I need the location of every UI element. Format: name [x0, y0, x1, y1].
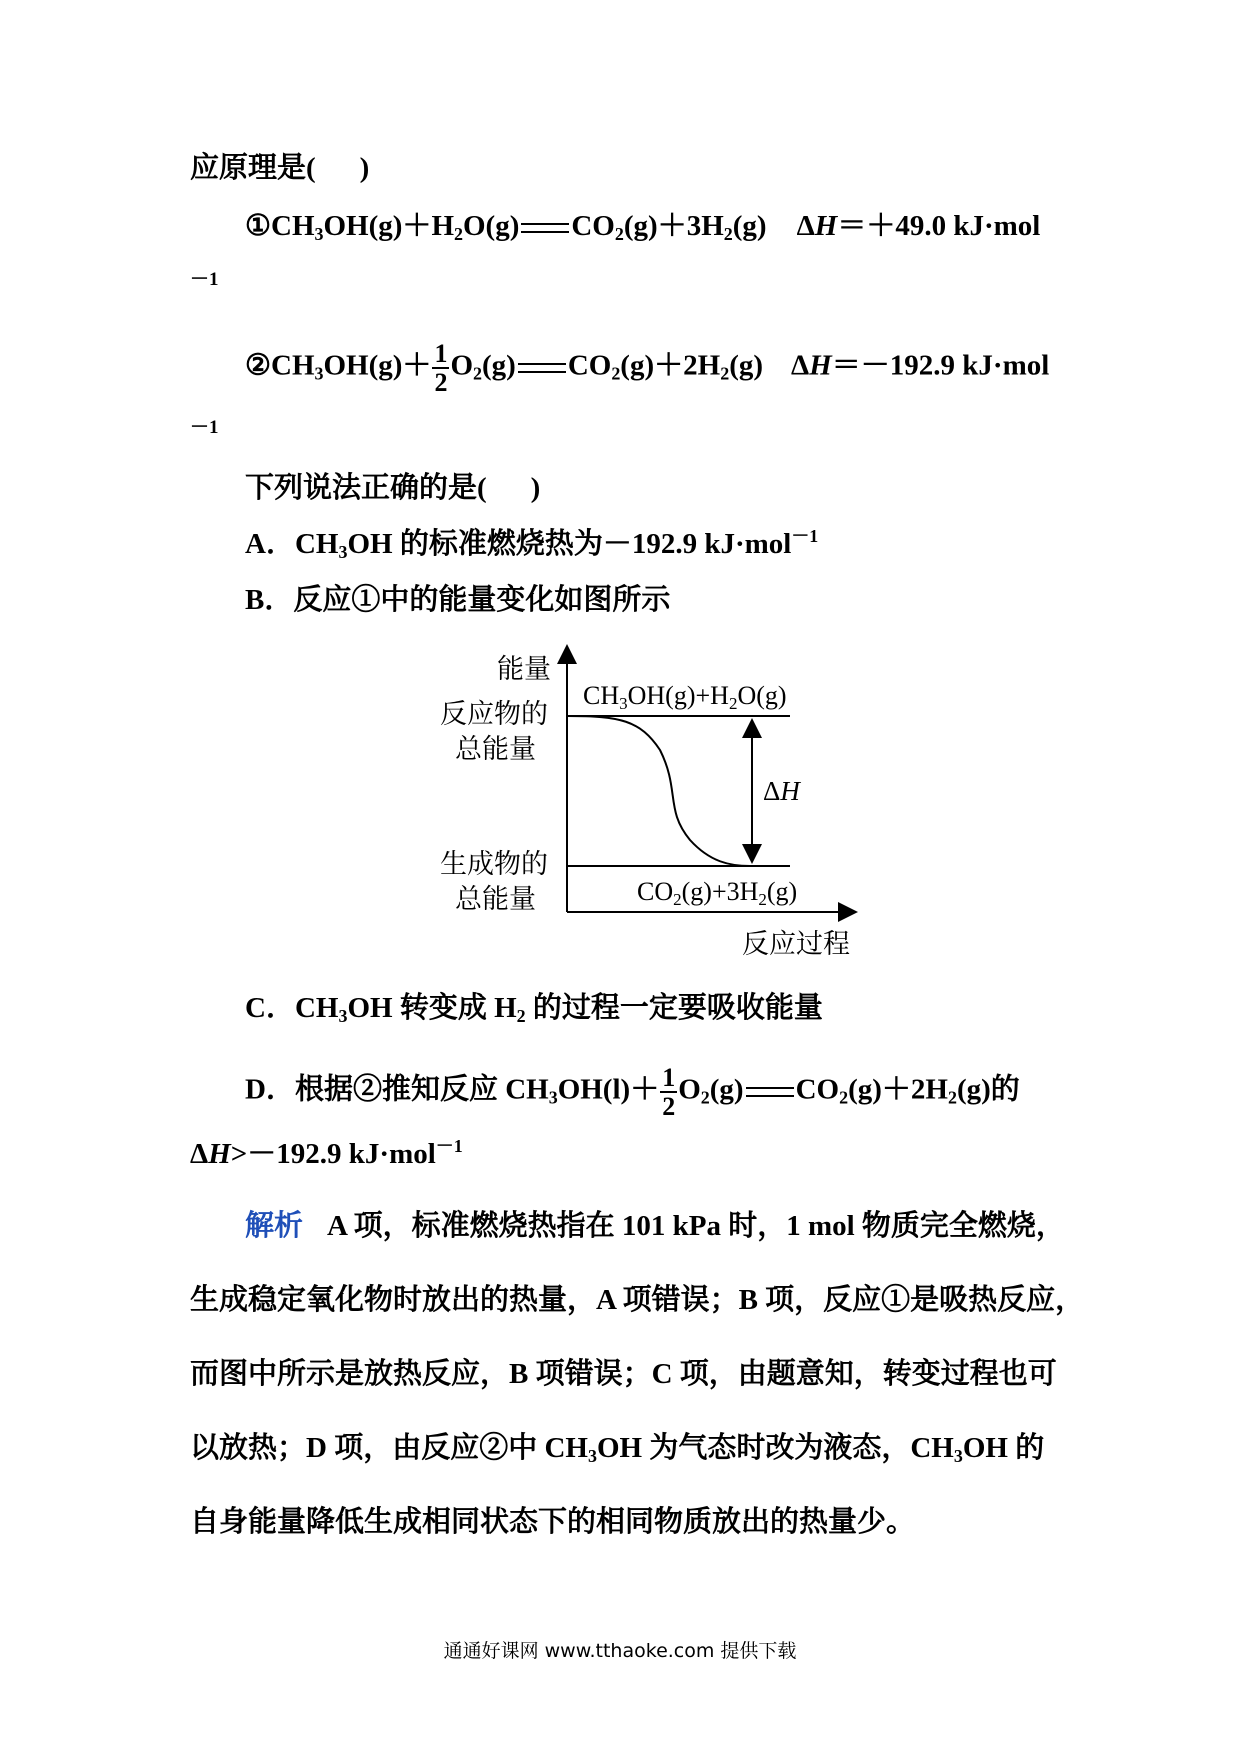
footer-credit: 通通好课网 www.tthaoke.com 提供下载 [443, 1640, 797, 1662]
option-a: A．CH3OH 的标准燃烧热为－192.9 kJ·mol$^{-1}$ [245, 525, 819, 563]
delta-h-label: ΔH [763, 776, 800, 806]
equals-sign [521, 223, 569, 233]
equals-sign [746, 1087, 794, 1097]
reaction-1-unit-exp: －1 [190, 269, 219, 290]
product-label-1: 生成物的 [440, 849, 548, 879]
question-prompt: 下列说法正确的是( ) [245, 472, 541, 504]
analysis-tag: 解析 [245, 1210, 304, 1242]
reaction-2-unit-exp: －1 [190, 417, 219, 438]
option-d: D．根据②推知反应 CH3OH(l)＋ $\frac{1}{2}$ O2(g) CO2(g)＋2H2(g)的 [245, 1063, 1020, 1121]
analysis-line-5: 自身能量降低生成相同状态下的相同物质放出的热量少。 [190, 1506, 916, 1538]
question-intro: 应原理是( ) [190, 152, 370, 184]
reactant-label-2: 总能量 [455, 734, 536, 764]
reactant-species: CH3OH(g)+H2O(g) [583, 681, 787, 713]
option-b: B．反应①中的能量变化如图所示 [245, 584, 671, 616]
fraction-half: $\frac{1}{2}$ [434, 339, 448, 397]
option-d-line2: ΔH>－192.9 kJ·mol$^{-1}$ [190, 1135, 463, 1170]
analysis-line-4: 以放热；D 项，由反应②中 CH3OH 为气态时改为液态，CH3OH 的 [190, 1432, 1045, 1467]
product-label-2: 总能量 [455, 884, 536, 914]
analysis-line-2: 生成稳定氧化物时放出的热量，A 项错误；B 项，反应①是吸热反应， [190, 1284, 1085, 1316]
x-axis-label: 反应过程 [742, 929, 850, 959]
y-axis-label: 能量 [497, 654, 551, 684]
analysis-line-3: 而图中所示是放热反应，B 项错误；C 项，由题意知，转变过程也可 [190, 1358, 1057, 1390]
product-species: CO2(g)+3H2(g) [637, 877, 798, 909]
reactant-label-1: 反应物的 [440, 699, 548, 729]
equals-sign [518, 363, 566, 373]
energy-diagram [0, 640, 1240, 980]
reaction-1: ①CH3OH(g)＋H2O(g) CO2(g)＋3H2(g) ΔH＝＋49.0 kJ·mol [245, 210, 1041, 245]
reaction-2: ②CH3OH(g)＋ $\frac{1}{2}$ O2(g) CO2(g)＋2H2(g) ΔH＝－192.9 kJ·mol [245, 339, 1050, 397]
energy-curve [567, 716, 750, 866]
option-c: C．CH3OH 转变成 H2 的过程一定要吸收能量 [245, 992, 823, 1027]
fraction-half: $\frac{1}{2}$ [662, 1063, 676, 1121]
analysis-line-1: 解析 A 项，标准燃烧热指在 101 kPa 时，1 mol 物质完全燃烧， [245, 1210, 1065, 1242]
